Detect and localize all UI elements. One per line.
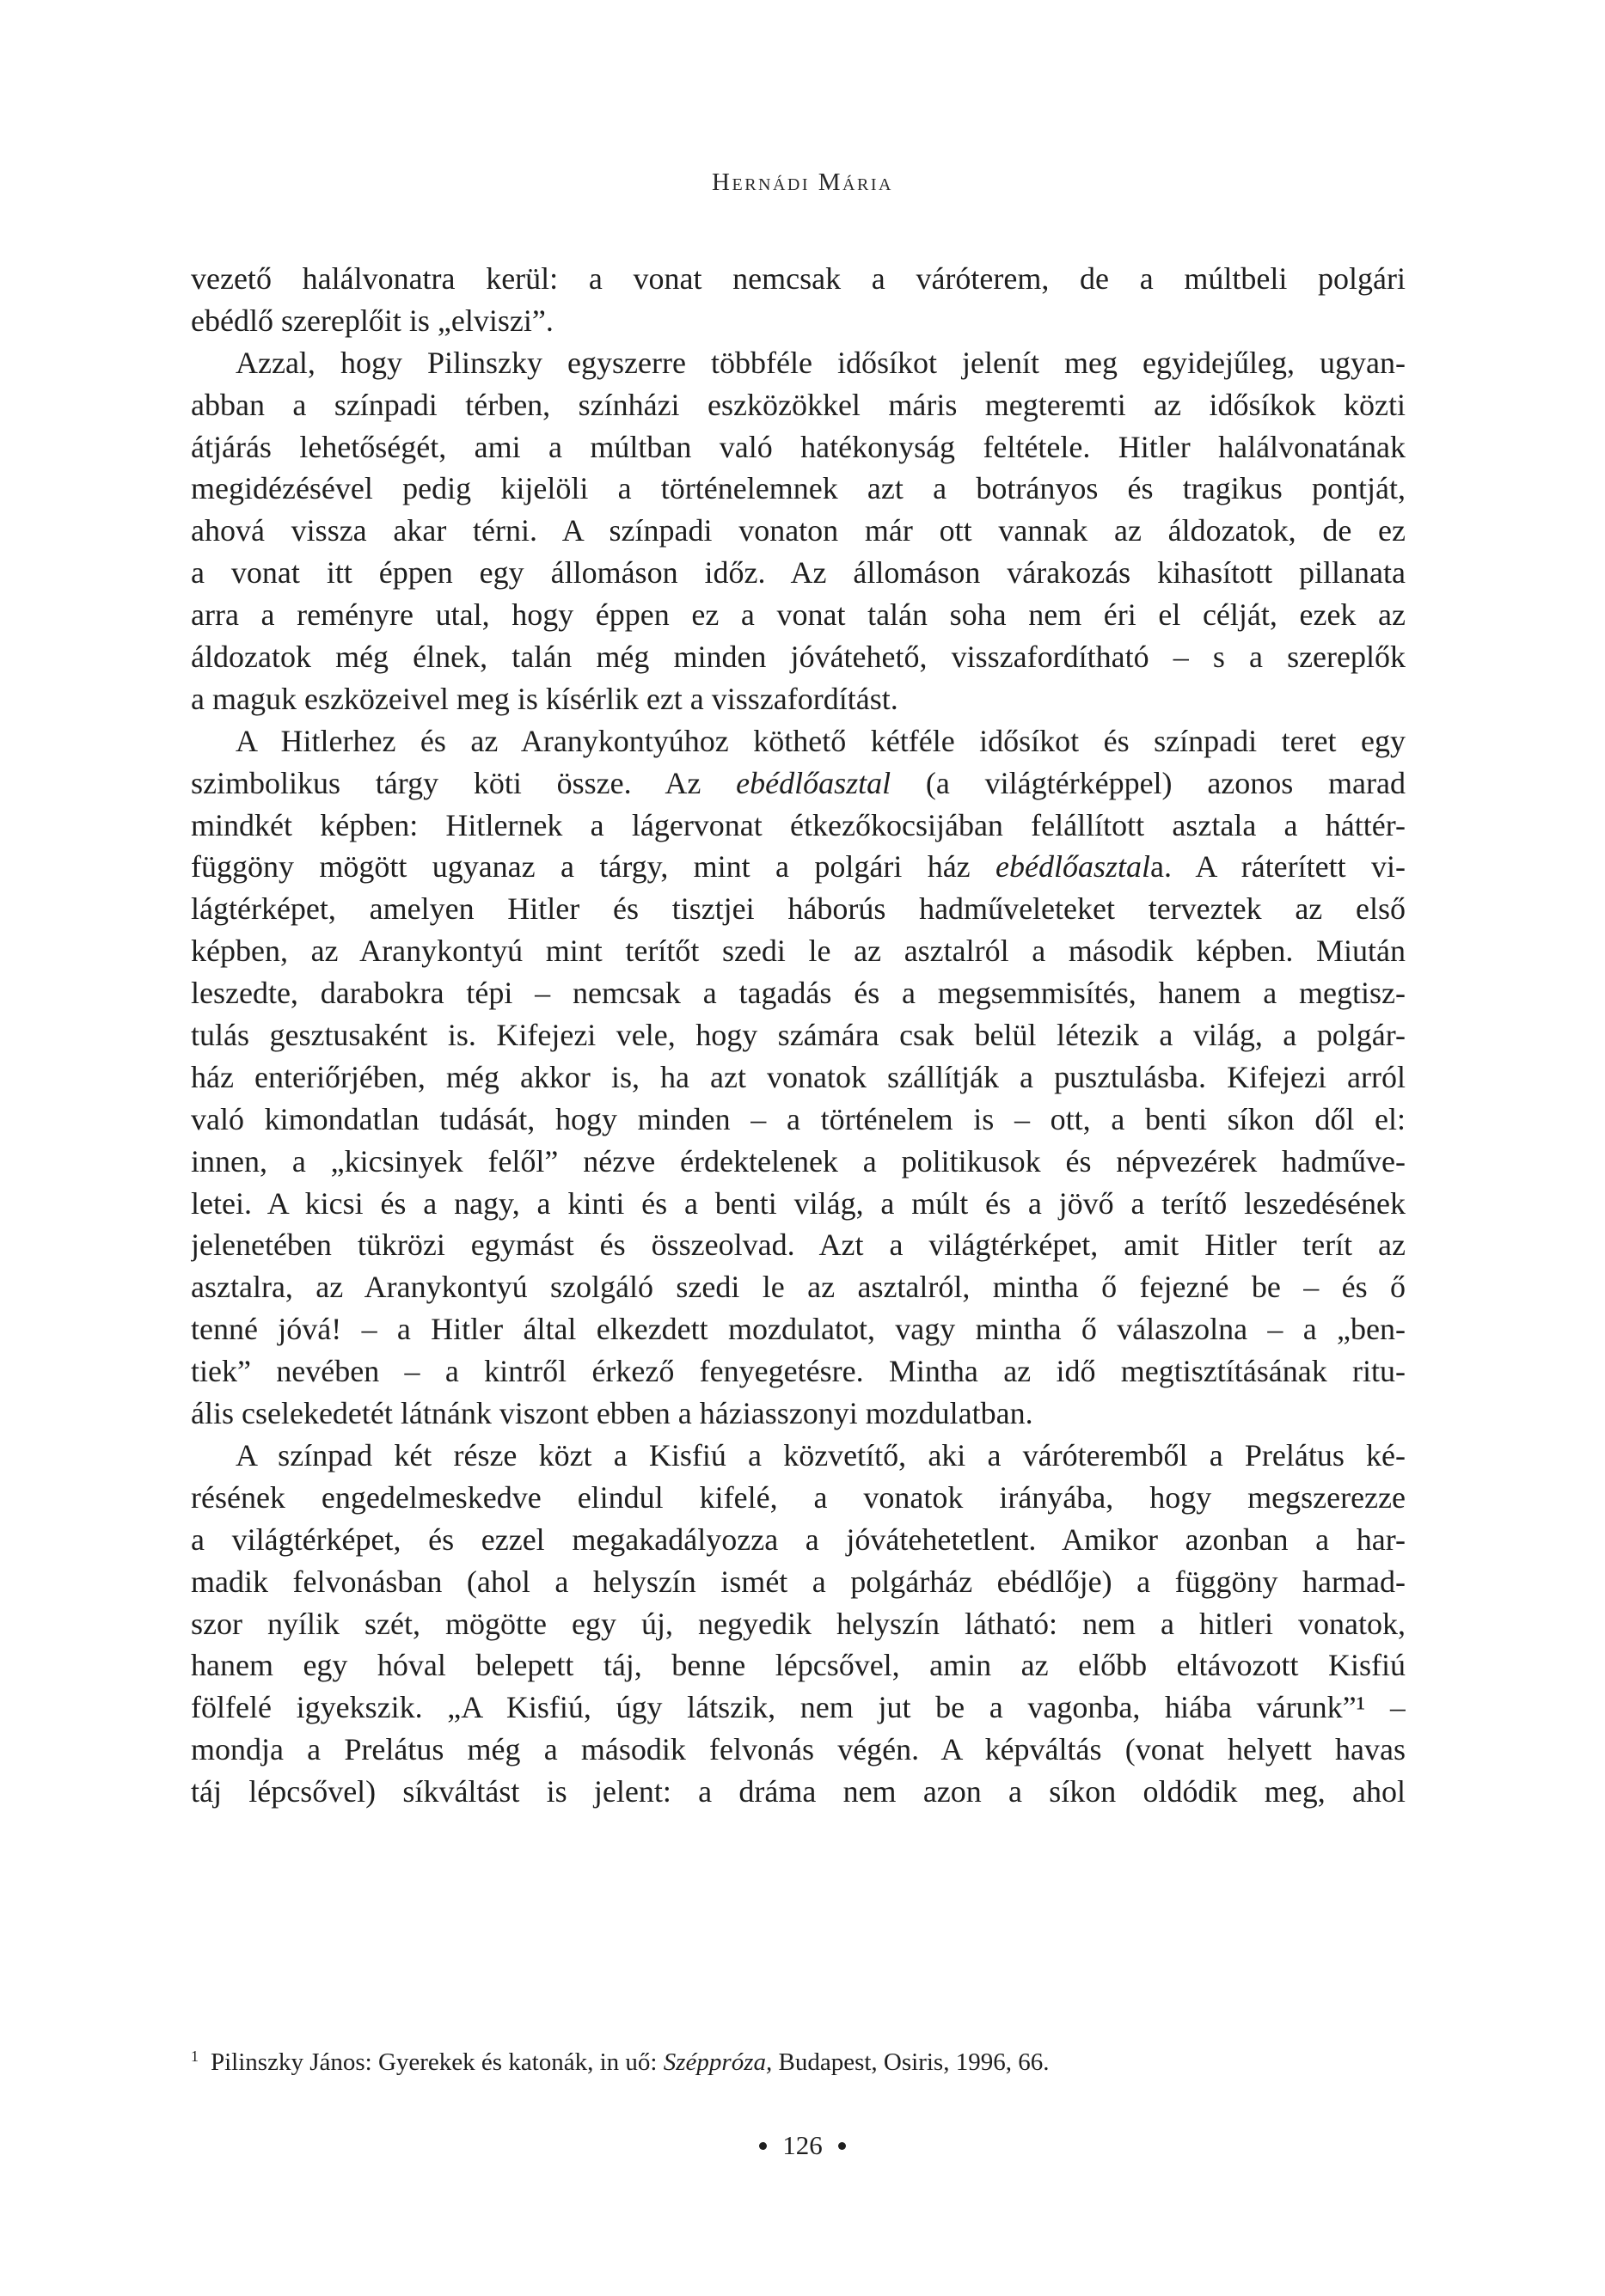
body-text xyxy=(191,258,1406,1813)
text-line: mindkét képben: Hitlernek a lágervonat étkezőkocsijában felállított asztala a háttér- xyxy=(191,807,1406,842)
text-line: lágtérképet, amelyen Hitler és tisztjei háborús hadműveleteket terveztek az első xyxy=(191,891,1406,927)
text-line: tulás gesztusaként is. Kifejezi vele, hogy számára csak belül létezik a világ, a polgár- xyxy=(191,1018,1406,1053)
text-line: a világtérképet, és ezzel megakadályozza a jóvátehetetlent. Amikor azonban a har- xyxy=(191,1521,1406,1557)
page-number-row xyxy=(0,2130,1605,2161)
text-line: Azzal, hogy Pilinszky egyszerre többféle idősíkot jelenít meg egyidejűleg, ugyan- xyxy=(236,345,1406,380)
running-head: Hernádi Mária xyxy=(712,168,893,196)
text-line: való kimondatlan tudását, hogy minden – a történelem is – ott, a benti síkon dől el: xyxy=(191,1101,1406,1136)
text-line: letei. A kicsi és a nagy, a kinti és a benti világ, a múlt és a jövő a terítő leszedésének xyxy=(191,1185,1406,1221)
footnote xyxy=(191,2041,1406,2078)
emphasized-term: ebédlőasztal xyxy=(736,765,891,800)
text-line: A Hitlerhez és az Aranykontyúhoz köthető kétféle idősíkot és színpadi teret egy xyxy=(236,723,1406,758)
text-line: tiek” nevében – a kintről érkező fenyegetésre. Mintha az idő megtisztításának ritu- xyxy=(191,1354,1406,1389)
text-line: asztalra, az Aranykontyú szolgáló szedi le az asztalról, mintha ő fejezné be – és ő xyxy=(191,1270,1406,1305)
text-line: szimbolikus tárgy köti össze. Az ebédlőasztal (a világtérképpel) azonos marad xyxy=(191,765,1406,800)
text-line: résének engedelmeskedve elindul kifelé, a vonatok irányába, hogy megszerezze xyxy=(191,1479,1406,1515)
text-line: táj lépcsővel) síkváltást is jelent: a dráma nem azon a síkon oldódik meg, ahol xyxy=(191,1774,1406,1809)
text-line: ház enteriőrjében, még akkor is, ha azt vonatok szállítják a pusztulásba. Kifejezi arról xyxy=(191,1059,1406,1094)
bullet-icon xyxy=(838,2142,846,2150)
text-line: mondja a Prelátus még a második felvonás végén. A képváltás (vonat helyett havas xyxy=(191,1732,1406,1767)
text-line: jelenetében tükrözi egymást és összeolvad. Azt a világtérképet, amit Hitler terít az xyxy=(191,1228,1406,1263)
text-line: tenné jóvá! – a Hitler által elkezdett mozdulatot, vagy mintha ő válaszolna – a „ben- xyxy=(191,1312,1406,1347)
text-line: áldozatok még élnek, talán még minden jóvátehető, visszafordítható – s a szereplők xyxy=(191,640,1406,675)
text-line: fölfelé igyekszik. „A Kisfiú, úgy látszik, nem jut be a vagonba, hiába várunk”¹ – xyxy=(191,1690,1406,1725)
text-line: innen, a „kicsinyek felől” nézve érdektelenek a politikusok és népvezérek hadműve- xyxy=(191,1143,1406,1179)
text-line: arra a reményre utal, hogy éppen ez a vonat talán soha nem éri el célját, ezek az xyxy=(191,597,1406,633)
text-line: a vonat itt éppen egy állomáson időz. Az állomáson várakozás kihasított pillanata xyxy=(191,555,1406,591)
footnote-author-title: Pilinszky János: Gyerekek és katonák, in uő: xyxy=(211,2048,664,2076)
text-line: képben, az Aranykontyú mint terítőt szedi le az asztalról a második képben. Miután xyxy=(191,934,1406,969)
text-line: abban a színpadi térben, színházi eszközökkel máris megteremti az idősíkok közti xyxy=(191,387,1406,422)
emphasized-term: ebédlőasztal xyxy=(995,849,1150,885)
text-line: madik felvonásban (ahol a helyszín ismét a polgárház ebédlője) a függöny harmad- xyxy=(191,1564,1406,1599)
text-line: szor nyílik szét, mögötte egy új, negyedik helyszín látható: nem a hitleri vonatok, xyxy=(191,1606,1406,1641)
text-line: megidézésével pedig kijelöli a történelemnek azt a botrányos és tragikus pontját, xyxy=(191,471,1406,506)
text-line: A színpad két része közt a Kisfiú a közvetítő, aki a váróteremből a Prelátus ké- xyxy=(236,1437,1406,1473)
text-line: függöny mögött ugyanaz a tárgy, mint a polgári ház ebédlőasztala. A ráterített vi- xyxy=(191,849,1406,885)
footnote-mark: 1 xyxy=(191,2048,199,2065)
text-line: hanem egy hóval belepett táj, benne lépcsővel, amin az előbb eltávozott Kisfiú xyxy=(191,1648,1406,1683)
text-line: átjárás lehetőségét, ami a múltban való hatékonyság feltétele. Hitler halálvonatának xyxy=(191,429,1406,464)
text-line: ebédlő szereplőit is „elviszi”. xyxy=(191,303,554,338)
footnote-book-title: Széppróza, xyxy=(663,2048,773,2076)
footnote-imprint: Budapest, Osiris, 1996, 66. xyxy=(772,2048,1050,2076)
bullet-icon xyxy=(759,2142,767,2150)
text-line: a maguk eszközeivel meg is kísérlik ezt a visszafordítást. xyxy=(191,681,898,716)
text-line: ális cselekedetét látnánk viszont ebben a háziasszonyi mozdulatban. xyxy=(191,1396,1033,1431)
text-line: leszedte, darabokra tépi – nemcsak a tagadás és a megsemmisítés, hanem a megtisz- xyxy=(191,976,1406,1011)
text-line: vezető halálvonatra kerül: a vonat nemcsak a váróterem, de a múltbeli polgári xyxy=(191,261,1406,296)
page-number: 126 xyxy=(782,2130,823,2160)
text-line: ahová vissza akar térni. A színpadi vonaton már ott vannak az áldozatok, de ez xyxy=(191,513,1406,548)
